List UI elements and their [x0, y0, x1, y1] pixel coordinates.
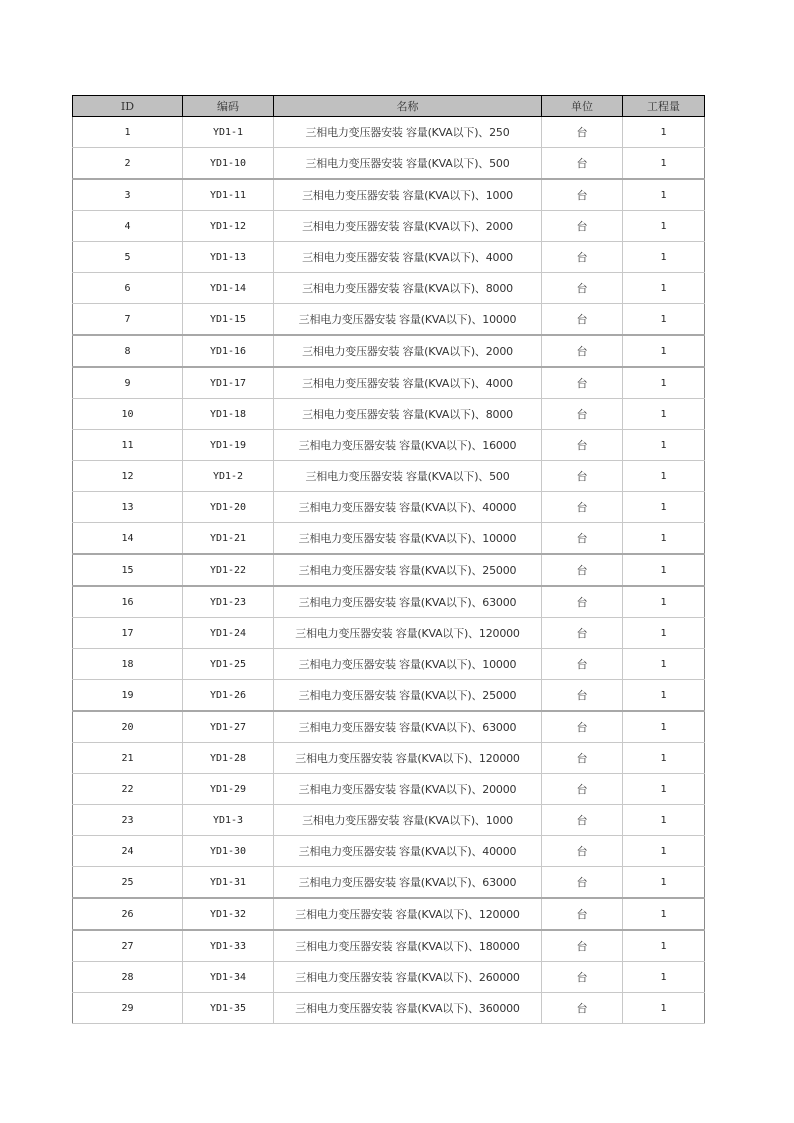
- cell-name: 三相电力变压器安装 容量(KVA以下)、63000: [274, 586, 542, 618]
- cell-code: YD1-11: [183, 179, 274, 211]
- cell-quantity: 1: [623, 586, 705, 618]
- cell-name: 三相电力变压器安装 容量(KVA以下)、180000: [274, 930, 542, 962]
- cell-unit: 台: [542, 930, 623, 962]
- cell-unit: 台: [542, 211, 623, 242]
- cell-name: 三相电力变压器安装 容量(KVA以下)、120000: [274, 898, 542, 930]
- cell-unit: 台: [542, 273, 623, 304]
- cell-quantity: 1: [623, 774, 705, 805]
- header-unit: 单位: [542, 96, 623, 117]
- cell-code: YD1-26: [183, 680, 274, 712]
- table-body: [73, 117, 705, 1024]
- cell-id: 24: [73, 836, 183, 867]
- header-quantity: 工程量: [623, 96, 705, 117]
- cell-unit: 台: [542, 711, 623, 743]
- cell-name: 三相电力变压器安装 容量(KVA以下)、20000: [274, 774, 542, 805]
- table-row: [73, 586, 705, 618]
- cell-quantity: 1: [623, 680, 705, 712]
- cell-code: YD1-25: [183, 649, 274, 680]
- cell-name: 三相电力变压器安装 容量(KVA以下)、1000: [274, 805, 542, 836]
- cell-code: YD1-20: [183, 492, 274, 523]
- table-row: [73, 867, 705, 899]
- cell-quantity: 1: [623, 930, 705, 962]
- cell-name: 三相电力变压器安装 容量(KVA以下)、63000: [274, 867, 542, 899]
- cell-code: YD1-35: [183, 993, 274, 1024]
- cell-quantity: 1: [623, 805, 705, 836]
- cell-name: 三相电力变压器安装 容量(KVA以下)、4000: [274, 367, 542, 399]
- cell-name: 三相电力变压器安装 容量(KVA以下)、250: [274, 117, 542, 148]
- cell-unit: 台: [542, 461, 623, 492]
- cell-code: YD1-17: [183, 367, 274, 399]
- cell-unit: 台: [542, 430, 623, 461]
- cell-name: 三相电力变压器安装 容量(KVA以下)、25000: [274, 554, 542, 586]
- cell-quantity: 1: [623, 461, 705, 492]
- cell-unit: 台: [542, 148, 623, 180]
- cell-id: 2: [73, 148, 183, 180]
- cell-id: 26: [73, 898, 183, 930]
- table-row: [73, 430, 705, 461]
- cell-name: 三相电力变压器安装 容量(KVA以下)、10000: [274, 649, 542, 680]
- cell-code: YD1-24: [183, 618, 274, 649]
- cell-unit: 台: [542, 618, 623, 649]
- cell-code: YD1-15: [183, 304, 274, 336]
- cell-unit: 台: [542, 304, 623, 336]
- cell-quantity: 1: [623, 523, 705, 555]
- cell-name: 三相电力变压器安装 容量(KVA以下)、2000: [274, 335, 542, 367]
- cell-quantity: 1: [623, 179, 705, 211]
- cell-id: 5: [73, 242, 183, 273]
- cell-quantity: 1: [623, 898, 705, 930]
- cell-code: YD1-2: [183, 461, 274, 492]
- cell-unit: 台: [542, 743, 623, 774]
- cell-unit: 台: [542, 586, 623, 618]
- table-row: [73, 367, 705, 399]
- cell-quantity: 1: [623, 867, 705, 899]
- cell-code: YD1-13: [183, 242, 274, 273]
- header-code: 编码: [183, 96, 274, 117]
- cell-unit: 台: [542, 242, 623, 273]
- cell-name: 三相电力变压器安装 容量(KVA以下)、260000: [274, 962, 542, 993]
- cell-id: 11: [73, 430, 183, 461]
- cell-unit: 台: [542, 399, 623, 430]
- table-row: [73, 618, 705, 649]
- cell-id: 22: [73, 774, 183, 805]
- cell-id: 8: [73, 335, 183, 367]
- cell-unit: 台: [542, 117, 623, 148]
- cell-quantity: 1: [623, 618, 705, 649]
- cell-id: 18: [73, 649, 183, 680]
- cell-id: 7: [73, 304, 183, 336]
- table-row: [73, 461, 705, 492]
- cell-code: YD1-27: [183, 711, 274, 743]
- cell-id: 3: [73, 179, 183, 211]
- cell-quantity: 1: [623, 711, 705, 743]
- cell-code: YD1-34: [183, 962, 274, 993]
- cell-unit: 台: [542, 179, 623, 211]
- cell-name: 三相电力变压器安装 容量(KVA以下)、120000: [274, 618, 542, 649]
- cell-unit: 台: [542, 367, 623, 399]
- cell-unit: 台: [542, 836, 623, 867]
- cell-quantity: 1: [623, 148, 705, 180]
- table-row: [73, 399, 705, 430]
- cell-code: YD1-21: [183, 523, 274, 555]
- cell-id: 19: [73, 680, 183, 712]
- cell-id: 6: [73, 273, 183, 304]
- table-row: [73, 304, 705, 336]
- cell-id: 25: [73, 867, 183, 899]
- table-row: [73, 211, 705, 242]
- quantity-table: [72, 95, 705, 1024]
- cell-id: 15: [73, 554, 183, 586]
- cell-quantity: 1: [623, 554, 705, 586]
- cell-code: YD1-12: [183, 211, 274, 242]
- table-row: [73, 492, 705, 523]
- table-row: [73, 898, 705, 930]
- cell-quantity: 1: [623, 117, 705, 148]
- cell-code: YD1-31: [183, 867, 274, 899]
- header-name: 名称: [274, 96, 542, 117]
- cell-code: YD1-1: [183, 117, 274, 148]
- cell-unit: 台: [542, 492, 623, 523]
- cell-code: YD1-19: [183, 430, 274, 461]
- cell-name: 三相电力变压器安装 容量(KVA以下)、500: [274, 461, 542, 492]
- cell-code: YD1-14: [183, 273, 274, 304]
- table-row: [73, 523, 705, 555]
- cell-id: 14: [73, 523, 183, 555]
- cell-unit: 台: [542, 993, 623, 1024]
- cell-id: 28: [73, 962, 183, 993]
- table-row: [73, 743, 705, 774]
- cell-name: 三相电力变压器安装 容量(KVA以下)、8000: [274, 273, 542, 304]
- cell-name: 三相电力变压器安装 容量(KVA以下)、360000: [274, 993, 542, 1024]
- table-row: [73, 962, 705, 993]
- table-row: [73, 711, 705, 743]
- cell-unit: 台: [542, 554, 623, 586]
- cell-name: 三相电力变压器安装 容量(KVA以下)、2000: [274, 211, 542, 242]
- cell-unit: 台: [542, 523, 623, 555]
- cell-unit: 台: [542, 805, 623, 836]
- cell-id: 16: [73, 586, 183, 618]
- table-row: [73, 148, 705, 180]
- cell-quantity: 1: [623, 367, 705, 399]
- header-row: [73, 96, 705, 117]
- cell-code: YD1-18: [183, 399, 274, 430]
- cell-quantity: 1: [623, 649, 705, 680]
- cell-name: 三相电力变压器安装 容量(KVA以下)、40000: [274, 492, 542, 523]
- cell-unit: 台: [542, 680, 623, 712]
- table-header: [73, 96, 705, 117]
- cell-code: YD1-29: [183, 774, 274, 805]
- cell-code: YD1-10: [183, 148, 274, 180]
- cell-code: YD1-3: [183, 805, 274, 836]
- cell-id: 29: [73, 993, 183, 1024]
- table-row: [73, 554, 705, 586]
- cell-unit: 台: [542, 898, 623, 930]
- table-row: [73, 774, 705, 805]
- cell-code: YD1-23: [183, 586, 274, 618]
- cell-name: 三相电力变压器安装 容量(KVA以下)、1000: [274, 179, 542, 211]
- cell-quantity: 1: [623, 242, 705, 273]
- cell-id: 12: [73, 461, 183, 492]
- table-row: [73, 242, 705, 273]
- table-row: [73, 805, 705, 836]
- header-id: ID: [73, 96, 183, 117]
- table-row: [73, 680, 705, 712]
- cell-unit: 台: [542, 962, 623, 993]
- table-row: [73, 930, 705, 962]
- cell-unit: 台: [542, 774, 623, 805]
- cell-code: YD1-28: [183, 743, 274, 774]
- cell-quantity: 1: [623, 399, 705, 430]
- cell-id: 20: [73, 711, 183, 743]
- cell-id: 21: [73, 743, 183, 774]
- cell-quantity: 1: [623, 993, 705, 1024]
- cell-code: YD1-16: [183, 335, 274, 367]
- cell-code: YD1-22: [183, 554, 274, 586]
- cell-name: 三相电力变压器安装 容量(KVA以下)、120000: [274, 743, 542, 774]
- cell-quantity: 1: [623, 492, 705, 523]
- cell-quantity: 1: [623, 273, 705, 304]
- table-row: [73, 649, 705, 680]
- cell-id: 9: [73, 367, 183, 399]
- cell-name: 三相电力变压器安装 容量(KVA以下)、16000: [274, 430, 542, 461]
- cell-code: YD1-30: [183, 836, 274, 867]
- cell-quantity: 1: [623, 335, 705, 367]
- cell-name: 三相电力变压器安装 容量(KVA以下)、25000: [274, 680, 542, 712]
- cell-quantity: 1: [623, 743, 705, 774]
- cell-unit: 台: [542, 867, 623, 899]
- cell-name: 三相电力变压器安装 容量(KVA以下)、500: [274, 148, 542, 180]
- table-row: [73, 273, 705, 304]
- table-row: [73, 179, 705, 211]
- cell-name: 三相电力变压器安装 容量(KVA以下)、4000: [274, 242, 542, 273]
- cell-unit: 台: [542, 649, 623, 680]
- table-row: [73, 836, 705, 867]
- cell-name: 三相电力变压器安装 容量(KVA以下)、8000: [274, 399, 542, 430]
- table-row: [73, 117, 705, 148]
- cell-quantity: 1: [623, 962, 705, 993]
- cell-id: 23: [73, 805, 183, 836]
- cell-name: 三相电力变压器安装 容量(KVA以下)、10000: [274, 304, 542, 336]
- cell-id: 13: [73, 492, 183, 523]
- cell-code: YD1-32: [183, 898, 274, 930]
- cell-id: 1: [73, 117, 183, 148]
- cell-id: 10: [73, 399, 183, 430]
- cell-quantity: 1: [623, 304, 705, 336]
- cell-name: 三相电力变压器安装 容量(KVA以下)、63000: [274, 711, 542, 743]
- cell-name: 三相电力变压器安装 容量(KVA以下)、10000: [274, 523, 542, 555]
- table-row: [73, 335, 705, 367]
- cell-id: 17: [73, 618, 183, 649]
- cell-id: 4: [73, 211, 183, 242]
- cell-unit: 台: [542, 335, 623, 367]
- cell-code: YD1-33: [183, 930, 274, 962]
- cell-name: 三相电力变压器安装 容量(KVA以下)、40000: [274, 836, 542, 867]
- cell-quantity: 1: [623, 836, 705, 867]
- cell-quantity: 1: [623, 211, 705, 242]
- cell-id: 27: [73, 930, 183, 962]
- table-row: [73, 993, 705, 1024]
- cell-quantity: 1: [623, 430, 705, 461]
